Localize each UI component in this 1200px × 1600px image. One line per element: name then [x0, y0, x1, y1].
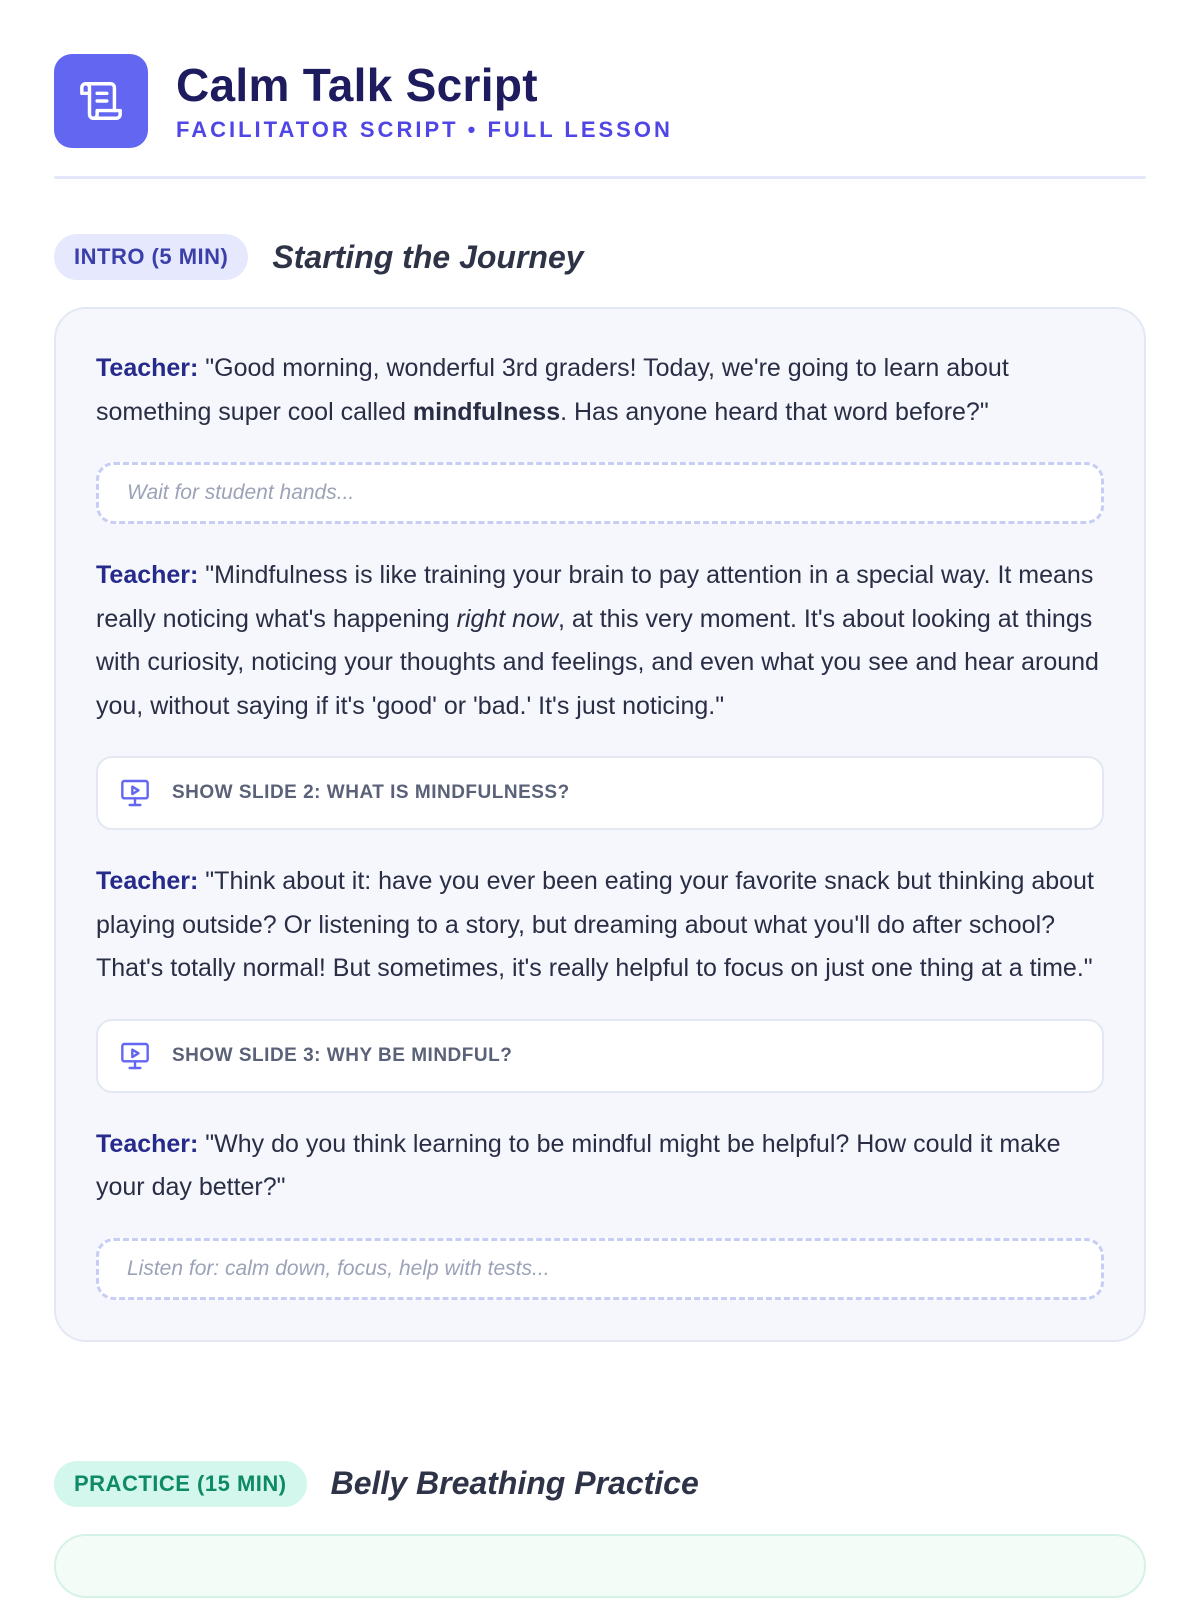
line-text: , at this very moment. It's about looking at things with curiosity, noticing your thoughts and feelings, and even what you see and hear around you, without saying if it's 'good' or 'bad.' It's just noticing." [96, 604, 1099, 720]
script-card-intro [54, 307, 1146, 1342]
section-badge-practice: PRACTICE (15 MIN) [54, 1461, 307, 1507]
teacher-line [96, 347, 1104, 434]
line-text: "Mindfulness is like training your brain to pay attention in a special way. It means really noticing what's happening [96, 561, 1094, 633]
page-subtitle: FACILITATOR SCRIPT • FULL LESSON [176, 117, 673, 142]
title-block [176, 59, 673, 143]
header-divider [54, 176, 1146, 179]
line-text: . Has anyone heard that word before?" [560, 397, 989, 426]
slide-cue-label: SHOW SLIDE 2: WHAT IS MINDFULNESS? [172, 782, 570, 803]
emphasis-text: mindfulness [412, 397, 561, 426]
script-header [54, 0, 1146, 148]
slide-cue [96, 756, 1104, 830]
section-title-intro: Starting the Journey [272, 238, 584, 275]
presentation-icon [118, 776, 152, 810]
slide-cue [96, 1019, 1104, 1093]
presentation-icon [118, 1039, 152, 1073]
speaker-label: Teacher: [96, 1129, 199, 1158]
student-response-cue: Listen for: calm down, focus, help with tests... [96, 1238, 1104, 1300]
line-text: "Good morning, wonderful 3rd graders! Today, we're going to learn about something super cool called [96, 354, 1009, 426]
emphasis-text: right now [456, 604, 559, 633]
speaker-label: Teacher: [96, 561, 199, 589]
scroll-icon [54, 54, 148, 148]
section-header-practice [54, 1460, 1146, 1508]
line-text: "Why do you think learning to be mindful might be helpful? How could it make your day better?" [96, 1129, 1061, 1201]
teacher-line [96, 1123, 1104, 1210]
teacher-line [96, 554, 1104, 728]
line-text: "Think about it: have you ever been eating your favorite snack but thinking about playing outside? Or listening to a story, but dreaming about what you'll do after school? That's totally normal! But sometimes, it's really helpful to focus on just one thing at a time." [96, 867, 1094, 982]
section-title-practice: Belly Breathing Practice [330, 1465, 699, 1501]
student-response-cue: Wait for student hands... [96, 462, 1104, 524]
section-header-intro [54, 233, 1146, 281]
speaker-label: Teacher: [96, 354, 199, 382]
section-badge-intro: INTRO (5 MIN) [54, 234, 248, 280]
teacher-line [96, 860, 1104, 991]
page-title: Calm Talk Script [176, 59, 538, 111]
speaker-label: Teacher: [96, 867, 199, 895]
script-card-practice [54, 1534, 1146, 1598]
slide-cue-label: SHOW SLIDE 3: WHY BE MINDFUL? [172, 1044, 513, 1066]
